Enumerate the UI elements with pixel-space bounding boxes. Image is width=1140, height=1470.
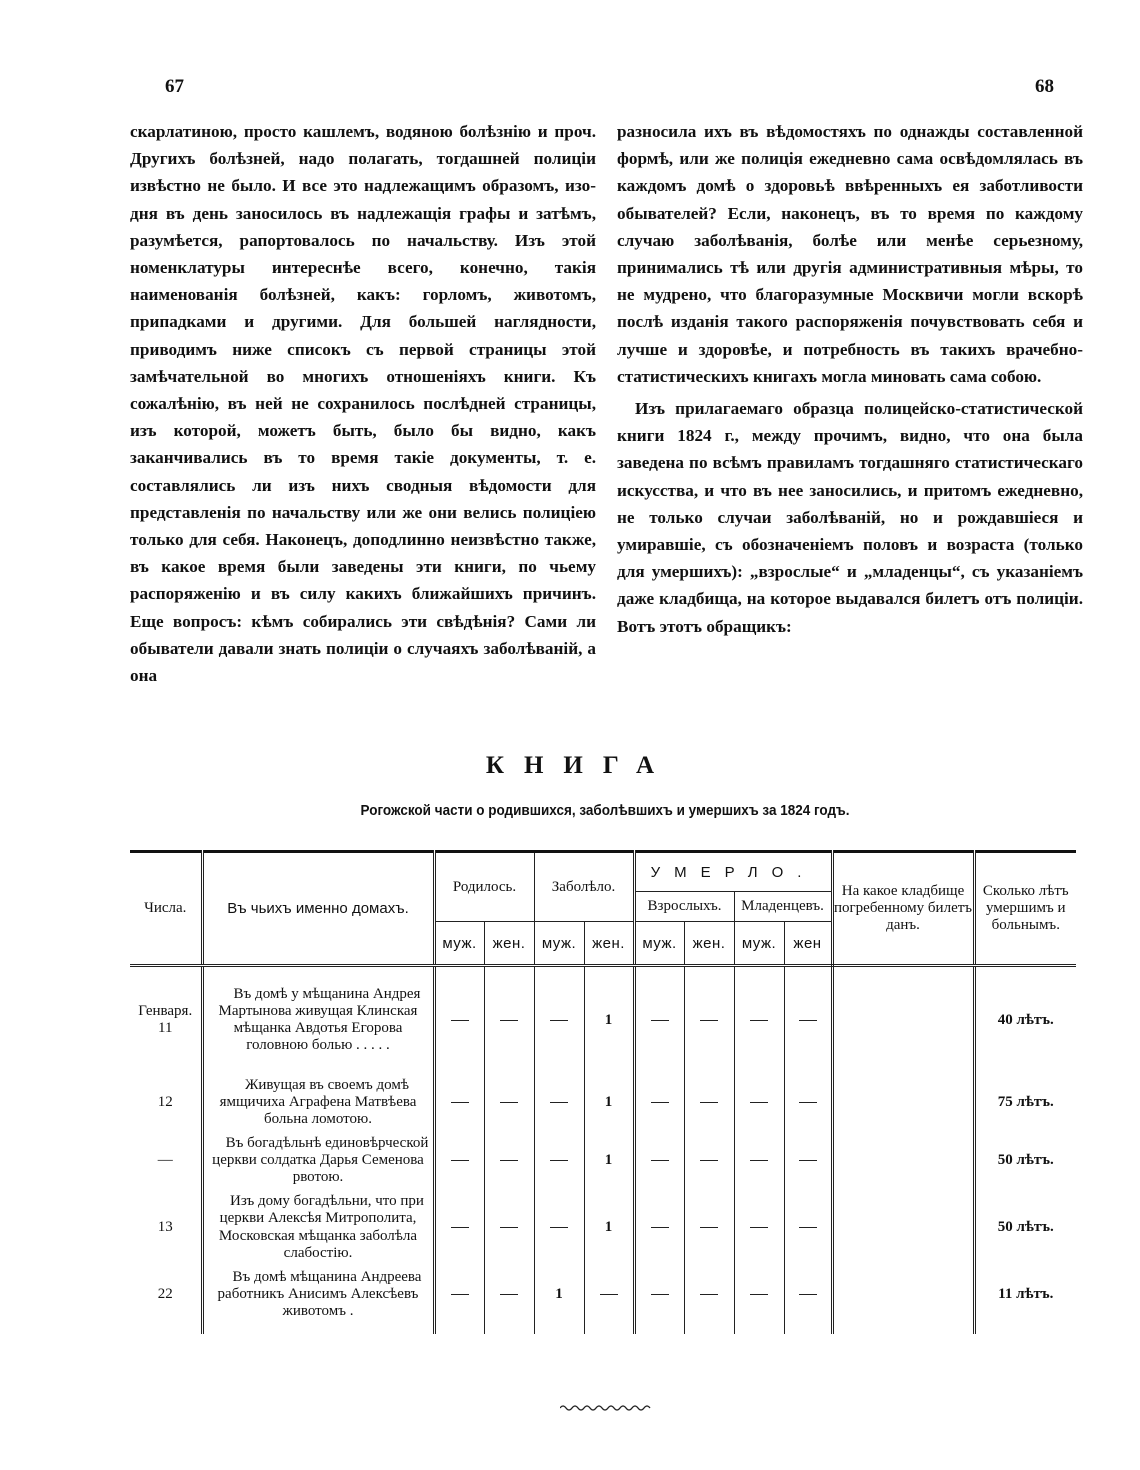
date-value: 11: [158, 1020, 173, 1037]
description-text: Въ домѣ у мѣщанина Андрея Мартынова живущая Клинская мѣщанка Авдотья Егорова головною болью . . . . .: [218, 985, 421, 1054]
book-subtitle: Рогожской части о родившихся, заболѣвшихъ и умершихъ за 1824 годъ.: [360, 802, 850, 819]
date-cell: [130, 966, 202, 1074]
infant-male-cell: [734, 966, 784, 1074]
paragraph: Изъ прилагаемаго образца полицейско-статистической книги 1824 г., между прочимъ, видно, что она была заведена по всѣмъ правиламъ тогдашняго статистическаго искусства, и что въ нее заносились, и притомъ ежедневно, не только случаи заболѣваній, но и рождавшіеся и умиравшіе, съ обозначеніемъ половъ и возраста (только для умершихъ): „взрослые“ и „младенцы“, съ указаніемъ даже кладбища, на которое выдавался билетъ отъ полиціи. Вотъ этотъ обращикъ:: [617, 399, 1083, 636]
infant-male-cell: [734, 1074, 784, 1132]
ill-male-cell: [534, 966, 584, 1074]
page-number-left: 67: [165, 76, 184, 97]
register-table: [130, 850, 1076, 1334]
born-female-cell: [484, 966, 534, 1074]
header-fell-ill: Заболѣло.: [534, 852, 634, 922]
left-text-column: [130, 118, 596, 689]
paragraph: разносила ихъ въ вѣдомостяхъ по однажды составленной формѣ, или же полиція ежедневно сама освѣдомлялась въ каждомъ домѣ о здоровьѣ ввѣренныхъ ея заботливости обывателей? Если, наконецъ, въ то время по каждому случаю заболѣванія, болѣе или менѣе серьезному, принимались тѣ или другія административныя мѣры, то не мудрено, что благоразумные Москвичи могли вскорѣ послѣ изданія такого распоряженія почувствовать себя и лучше и здоровѣе, и потребность въ такихъ врачебно-статистическихъ книгахъ могла миновать сама собою.: [617, 122, 1083, 386]
cemetery-cell: [832, 1266, 974, 1324]
born-female-cell: [484, 1132, 534, 1190]
ill-female-cell: 1: [584, 966, 634, 1074]
adult-female-cell: [684, 1266, 734, 1324]
adult-female-cell: [684, 1190, 734, 1266]
born-male-cell: [434, 1190, 484, 1266]
date-cell: —: [157, 1152, 173, 1168]
ill-female-cell: [584, 1266, 634, 1324]
adult-female-cell: [684, 1074, 734, 1132]
adult-male-cell: [634, 966, 684, 1074]
header-born-female: жен.: [484, 922, 534, 966]
infant-female-cell: [784, 1074, 832, 1132]
description-cell: [202, 1074, 434, 1132]
born-female-cell: [484, 1074, 534, 1132]
table-row: [130, 1190, 1076, 1266]
born-male-cell: [434, 1266, 484, 1324]
ill-male-cell: 1: [534, 1266, 584, 1324]
born-female-cell: [484, 1190, 534, 1266]
table-row: [130, 1132, 1076, 1190]
header-infant-female: жен: [784, 922, 832, 966]
table-row: [130, 1074, 1076, 1132]
description-text: Въ домѣ мѣщанина Андреева работникъ Анисимъ Алексѣевъ животомъ .: [217, 1268, 422, 1320]
header-cemetery: На какое кладбище погребенному билетъ данъ.: [832, 852, 974, 966]
table-row: [130, 966, 1076, 1074]
description-cell: [202, 966, 434, 1074]
infant-male-cell: [734, 1266, 784, 1324]
age-cell: 50 лѣтъ.: [974, 1190, 1076, 1266]
infant-male-cell: [734, 1190, 784, 1266]
header-ill-male: муж.: [534, 922, 584, 966]
header-born: Родилось.: [434, 852, 534, 922]
right-text-column: [617, 118, 1083, 640]
adult-female-cell: [684, 1132, 734, 1190]
age-cell: 75 лѣтъ.: [974, 1074, 1076, 1132]
header-born-male: муж.: [434, 922, 484, 966]
date-cell: 12: [157, 1094, 173, 1110]
cemetery-cell: [832, 1190, 974, 1266]
age-cell: 50 лѣтъ.: [974, 1132, 1076, 1190]
infant-male-cell: [734, 1132, 784, 1190]
cemetery-cell: [832, 1132, 974, 1190]
born-male-cell: [434, 966, 484, 1074]
cemetery-cell: [832, 966, 974, 1074]
age-cell: 40 лѣтъ.: [974, 966, 1076, 1074]
infant-female-cell: [784, 1190, 832, 1266]
table-spacer-row: [130, 1324, 1076, 1334]
ill-male-cell: [534, 1074, 584, 1132]
born-male-cell: [434, 1132, 484, 1190]
wavy-divider-icon: [560, 1402, 652, 1414]
header-died: УМЕРЛО.: [634, 852, 832, 892]
header-age: Сколько лѣтъ умершимъ и больнымъ.: [974, 852, 1076, 966]
table-row: [130, 1266, 1076, 1324]
description-cell: [202, 1266, 434, 1324]
paragraph: скарлатиною, просто кашлемъ, водяною болѣзнію и проч. Другихъ болѣзней, надо полагать, тогдашней полиціи извѣстно не было. И все это надлежащимъ образомъ, изо-дня въ день заносилось въ надлежащія графы и затѣмъ, разумѣется, рапортовалось по начальству. Изъ этой номенклатуры интереснѣе всего, конечно, такія наименованія болѣзней, какъ: горломъ, животомъ, припадками и другими. Для большей наглядности, приводимъ ниже списокъ съ первой страницы этой замѣчательной во многихъ отношеніяхъ книги. Къ сожалѣнію, въ ней не сохранилось послѣдней страницы, изъ которой, можетъ быть, было бы видно, какъ заканчивались въ то время такіе документы, т. е. составлялись ли изъ нихъ сводныя вѣдомости для представленія по начальству или же они велись полиціею только для себя. Наконецъ, доподлинно неизвѣстно также, въ какое время были заведены эти книги, по чьему распоряженію и въ силу какихъ ближайшихъ причинъ. Еще вопросъ: кѣмъ собирались эти свѣдѣнія? Сами ли обыватели давали знать полиціи о случаяхъ заболѣваній, а она: [130, 122, 596, 686]
description-cell: [202, 1190, 434, 1266]
ill-female-cell: 1: [584, 1132, 634, 1190]
adult-female-cell: [684, 966, 734, 1074]
age-cell: 11 лѣтъ.: [974, 1266, 1076, 1324]
header-dates: Числа.: [130, 852, 202, 966]
header-adult-female: жен.: [684, 922, 734, 966]
ill-female-cell: 1: [584, 1190, 634, 1266]
infant-female-cell: [784, 1132, 832, 1190]
date-cell: 22: [157, 1286, 173, 1302]
infant-female-cell: [784, 1266, 832, 1324]
description-text: Въ богадѣльнѣ единовѣрческой церкви солдатка Дарья Семенова рвотою.: [212, 1134, 429, 1186]
adult-male-cell: [634, 1132, 684, 1190]
ill-male-cell: [534, 1132, 584, 1190]
header-infants: Младенцевъ.: [734, 892, 832, 922]
header-infant-male: муж.: [734, 922, 784, 966]
adult-male-cell: [634, 1190, 684, 1266]
header-adults: Взрослыхъ.: [634, 892, 734, 922]
description-text: Живущая въ своемъ домѣ ямщичиха Аграфена Матвѣева больна ломотою.: [219, 1076, 417, 1128]
ill-female-cell: 1: [584, 1074, 634, 1132]
month-label: Генваря.: [138, 1003, 193, 1020]
infant-female-cell: [784, 966, 832, 1074]
adult-male-cell: [634, 1266, 684, 1324]
description-cell: [202, 1132, 434, 1190]
date-cell: 13: [157, 1219, 173, 1235]
cemetery-cell: [832, 1074, 974, 1132]
book-title: КНИГА: [485, 752, 675, 779]
header-adult-male: муж.: [634, 922, 684, 966]
page-number-right: 68: [1035, 76, 1054, 97]
adult-male-cell: [634, 1074, 684, 1132]
description-text: Изъ дому богадѣльни, что при церкви Алексѣя Митрополита, Московская мѣщанка заболѣла слабостію.: [218, 1193, 424, 1261]
born-female-cell: [484, 1266, 534, 1324]
ill-male-cell: [534, 1190, 584, 1266]
born-male-cell: [434, 1074, 484, 1132]
header-houses: Въ чьихъ именно домахъ.: [202, 852, 434, 966]
header-ill-female: жен.: [584, 922, 634, 966]
